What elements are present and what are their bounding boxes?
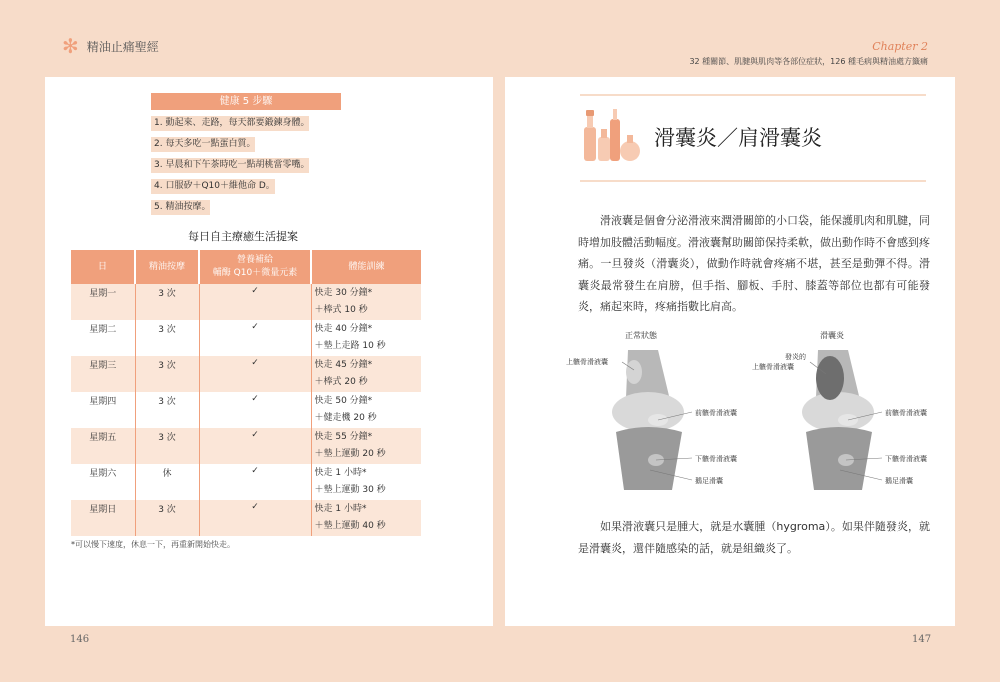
cell-training [311,428,421,464]
training-line: ＋棒式 20 秒 [314,377,368,387]
knee-normal [612,350,692,490]
training-line: 快走 1 小時* [314,504,367,514]
table-row [71,464,421,500]
running-header-right [689,40,928,67]
cell-massage: 3 次 [135,320,199,356]
label-lower-bursa: 下髕骨滑液囊 [695,455,737,463]
cell-massage: 3 次 [135,392,199,428]
cell-training [311,320,421,356]
cell-supplement: ✓ [199,428,311,464]
training-line: ＋棒式 10 秒 [314,305,368,315]
book-title: 精油止痛聖經 [86,39,159,54]
label-pes-bursa: 鵝足滑囊 [695,477,723,485]
header-supplement: 營養補給 輔酶 Q10＋微量元素 [199,250,311,284]
knee-bursitis [802,350,882,490]
cell-massage: 3 次 [135,500,199,536]
health-step: 1. 動起來、走路，每天都要鍛鍊身體。 [151,116,309,131]
cell-supplement: ✓ [199,392,311,428]
cell-training [311,356,421,392]
health-steps-box [151,93,341,215]
table-header-row [71,250,421,284]
label-upper-bursa: 上髕骨滑液囊 [566,358,608,366]
cell-day: 星期日 [71,500,135,536]
cell-day: 星期五 [71,428,135,464]
table-row [71,356,421,392]
running-header-left [62,36,159,56]
table-title: 每日自主療癒生活提案 [188,230,298,243]
health-steps-title: 健康 5 步驟 [151,93,341,110]
training-line: 快走 50 分鐘* [314,396,373,406]
label-inflamed-line1: 發炎的 [785,353,806,361]
cell-massage: 3 次 [135,428,199,464]
header-massage: 精油按摩 [135,250,199,284]
diagram-bursitis-title: 滑囊炎 [820,331,844,340]
cell-supplement: ✓ [199,356,311,392]
essential-oil-bottles-icon [580,105,642,165]
body-paragraph-2: 如果滑液囊只是腫大，就是水囊腫（hygroma）。如果伴隨發炎，就是滑囊炎，還伴隨感染的話，就是組織炎了。 [578,520,930,555]
cell-training [311,500,421,536]
table-row [71,500,421,536]
chapter-label: Chapter 2 [872,40,928,53]
label-front-bursa-2: 前髕骨滑液囊 [885,409,927,417]
training-line: ＋墊上走路 10 秒 [314,341,386,351]
cell-massage: 3 次 [135,284,199,320]
title-rule-bottom [580,180,926,182]
training-line: ＋墊上運動 20 秒 [314,449,386,459]
cell-training [311,392,421,428]
cell-day: 星期三 [71,356,135,392]
training-line: ＋健走機 20 秒 [314,413,377,423]
cell-training [311,464,421,500]
label-lower-bursa-2: 下髕骨滑液囊 [885,455,927,463]
cell-day: 星期六 [71,464,135,500]
training-line: 快走 40 分鐘* [314,324,373,334]
training-line: 快走 45 分鐘* [314,360,373,370]
body-paragraph: 滑液囊是個會分泌滑液來潤滑關節的小口袋，能保護肌肉和肌腱，同時增加肢體活動幅度。滑液囊幫助關節保持柔軟，做出動作時不會感到疼痛。一旦發炎（滑囊炎），做動作時就會疼痛不堪，甚至是動彈不得。滑囊炎最常發生在肩膀，但手指、腳板、手肘、膝蓋等部位也都有可能發炎，痛起來時，疼痛指數比肩高。 [578,214,930,313]
header-day: 日 [71,250,135,284]
cell-supplement: ✓ [199,500,311,536]
header-training: 體能訓練 [311,250,421,284]
cell-training [311,284,421,320]
training-line: ＋墊上運動 30 秒 [314,485,386,495]
chapter-subtitle: 32 種關節、肌腱與肌肉等各部位症狀，126 種毛病與精油處方籤痛 [689,57,928,66]
health-step: 3. 早晨和下午茶時吃一點胡桃當零嘴。 [151,158,309,173]
page-number-left: 146 [70,634,90,645]
daily-plan-table [71,250,421,536]
cell-day: 星期二 [71,320,135,356]
table-row [71,320,421,356]
table-row [71,428,421,464]
health-step: 4. 口服矽＋Q10＋維他命 D。 [151,179,275,194]
diagram-normal-title: 正常狀態 [625,331,657,340]
cell-day: 星期一 [71,284,135,320]
health-step: 5. 精油按摩。 [151,200,210,215]
label-inflamed-line2: 上髕骨滑液囊 [752,363,794,371]
health-step: 2. 每天多吃一點蛋白質。 [151,137,255,152]
training-line: 快走 1 小時* [314,468,367,478]
table-footnote: *可以慢下速度，休息一下，再重新開始快走。 [71,540,235,549]
cell-massage: 休 [135,464,199,500]
flower-icon: ✻ [62,34,79,58]
cell-supplement: ✓ [199,284,311,320]
section-title: 滑囊炎／肩滑囊炎 [654,126,822,150]
cell-day: 星期四 [71,392,135,428]
table-row [71,392,421,428]
label-pes-bursa-2: 鵝足滑囊 [885,477,913,485]
training-line: ＋墊上運動 40 秒 [314,521,386,531]
cell-supplement: ✓ [199,464,311,500]
page-number-right: 147 [912,634,932,645]
training-line: 快走 55 分鐘* [314,432,373,442]
cell-supplement: ✓ [199,320,311,356]
table-row [71,284,421,320]
training-line: 快走 30 分鐘* [314,288,373,298]
label-front-bursa: 前髕骨滑液囊 [695,409,737,417]
title-rule-top [580,94,926,96]
cell-massage: 3 次 [135,356,199,392]
